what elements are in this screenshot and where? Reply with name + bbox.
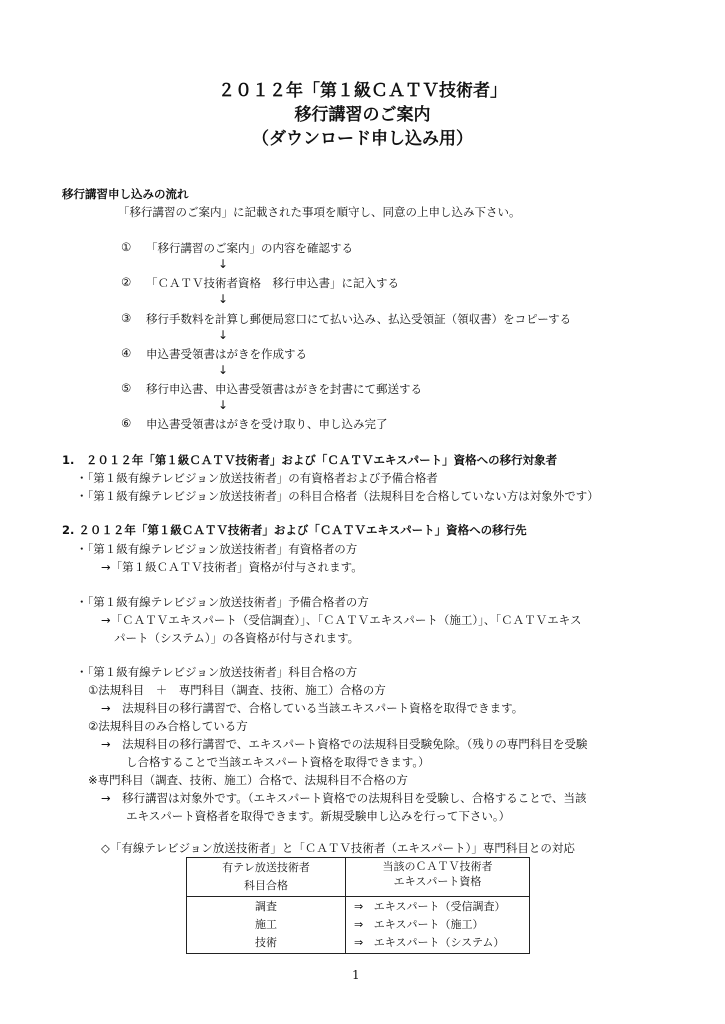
case-1-title: ①法規科目 ＋ 専門科目（調査、技術、施工）合格の方	[88, 683, 386, 697]
case-3-text-line1: → 移行講習は対象外です。（エキスパート資格での法規科目を受験し、合格することで、当該	[101, 791, 587, 805]
table-header-left-line1: 有テレ放送技術者	[222, 861, 310, 874]
licensed-holder-result: →「第１級ＣＡＴＶ技術者」資格が付与されます。	[101, 560, 363, 574]
subject-correspondence-table	[186, 857, 530, 954]
flow-step-3-text: 移行手数料を計算し郵便局窓口にて払い込み、払込受領証（領収書）をコピーする	[146, 312, 572, 326]
subject-column	[187, 897, 346, 954]
flow-down-arrow: ↓	[218, 398, 229, 412]
right-double-arrow-icon: ⇒	[354, 936, 364, 949]
table-header-right-line2: エキスパート資格	[393, 875, 482, 888]
flow-step-4-text: 申込書受領書はがきを作成する	[146, 347, 307, 361]
preliminary-passer-result-line1: →「ＣＡＴＶエキスパート（受信調査）」、「ＣＡＴＶエキスパート（施工）」、「ＣＡＴＶエキス	[101, 613, 582, 627]
case-3-text-line2: エキスパート資格者を取得できます。新規受験申し込みを行って下さい。）	[126, 809, 511, 823]
case-3-title: ※専門科目（調査、技術、施工）合格で、法規科目不合格の方	[88, 773, 408, 787]
table-row	[354, 916, 525, 934]
table-cell-qualification: エキスパート（施工）	[373, 918, 484, 931]
table-header-right-line1: 当該のＣＡＴＶ技術者	[382, 860, 493, 873]
flow-intro: 「移行講習のご案内」に記載された事項を順守し、同意の上申し込み下さい。	[118, 205, 521, 219]
table-header-left	[187, 858, 346, 897]
section-1-item: ・「第１級有線テレビジョン放送技術者」の科目合格者（法規科目を合格していない方は対象外です）	[76, 489, 599, 503]
flow-step-6-text: 申込書受領書はがきを受け取り、申し込み完了	[146, 417, 388, 431]
table-cell-subject: 施工	[255, 918, 277, 931]
case-1-text: → 法規科目の移行講習で、合格している当該エキスパート資格を取得できます。	[101, 701, 524, 715]
preliminary-passer-result-line2: パート（システム）」の各資格が付与されます。	[114, 631, 360, 645]
section-1-item: ・「第１級有線テレビジョン放送技術者」の有資格者および予備合格者	[76, 471, 438, 485]
table-header-left-line2: 科目合格	[244, 879, 288, 892]
table-cell-subject: 調査	[255, 900, 277, 913]
flow-step-4-number: ④	[121, 346, 132, 360]
flow-down-arrow: ↓	[218, 363, 229, 377]
table-body-row	[187, 897, 530, 954]
flow-down-arrow: ↓	[218, 292, 229, 306]
flow-step-1-number: ①	[121, 240, 132, 254]
subject-passer-title: ・「第１級有線テレビジョン放送技術者」科目合格の方	[76, 665, 358, 679]
table-cell-qualification: エキスパート（受信調査）	[373, 900, 506, 913]
right-double-arrow-icon: ⇒	[354, 918, 364, 931]
section-1-heading: 1. ２０１２年「第１級ＣＡＴＶ技術者」および「ＣＡＴＶエキスパート」資格への移行対象者	[62, 453, 558, 467]
flow-step-5-number: ⑤	[121, 381, 132, 395]
table-header-right	[346, 858, 530, 897]
flow-step-2-number: ②	[121, 275, 132, 289]
flow-step-1-text: 「移行講習のご案内」の内容を確認する	[146, 241, 353, 255]
licensed-holder-title: ・「第１級有線テレビジョン放送技術者」有資格者の方	[76, 542, 358, 556]
case-2-text-line2: し合格することで当該エキスパート資格を取得できます。）	[126, 755, 430, 769]
flow-heading: 移行講習申し込みの流れ	[62, 187, 189, 201]
document-title-line2: 移行講習のご案内	[294, 105, 431, 125]
preliminary-passer-title: ・「第１級有線テレビジョン放送技術者」予備合格者の方	[76, 595, 369, 609]
right-double-arrow-icon: ⇒	[354, 900, 364, 913]
table-header-row	[187, 858, 530, 897]
table-caption: ◇「有線テレビジョン放送技術者」と「ＣＡＴＶ技術者（エキスパート）」専門科目との対応	[101, 841, 575, 855]
table-row	[354, 934, 525, 952]
table-cell-subject: 技術	[255, 936, 277, 949]
qualification-column	[346, 897, 530, 954]
flow-down-arrow: ↓	[218, 257, 229, 271]
flow-step-3-number: ③	[121, 311, 132, 325]
section-2-heading: 2. ２０１２年「第１級ＣＡＴＶ技術者」および「ＣＡＴＶエキスパート」資格への移行先	[62, 523, 527, 537]
table-row	[354, 898, 525, 916]
case-2-text-line1: → 法規科目の移行講習で、エキスパート資格での法規科目受験免除。（残りの専門科目を受験	[101, 737, 588, 751]
flow-step-6-number: ⑥	[121, 416, 132, 430]
document-title-line3: （ダウンロード申し込み用）	[252, 129, 473, 149]
case-2-title: ②法規科目のみ合格している方	[88, 719, 248, 733]
flow-step-5-text: 移行申込書、申込書受領書はがきを封書にて郵送する	[146, 382, 422, 396]
page-number: 1	[352, 968, 360, 982]
table-cell-qualification: エキスパート（システム）	[373, 936, 505, 949]
document-title-line1: ２０１２年「第１級ＣＡＴＶ技術者」	[218, 81, 507, 101]
flow-down-arrow: ↓	[218, 328, 229, 342]
flow-step-2-text: 「ＣＡＴＶ技術者資格 移行申込書」に記入する	[146, 276, 399, 290]
